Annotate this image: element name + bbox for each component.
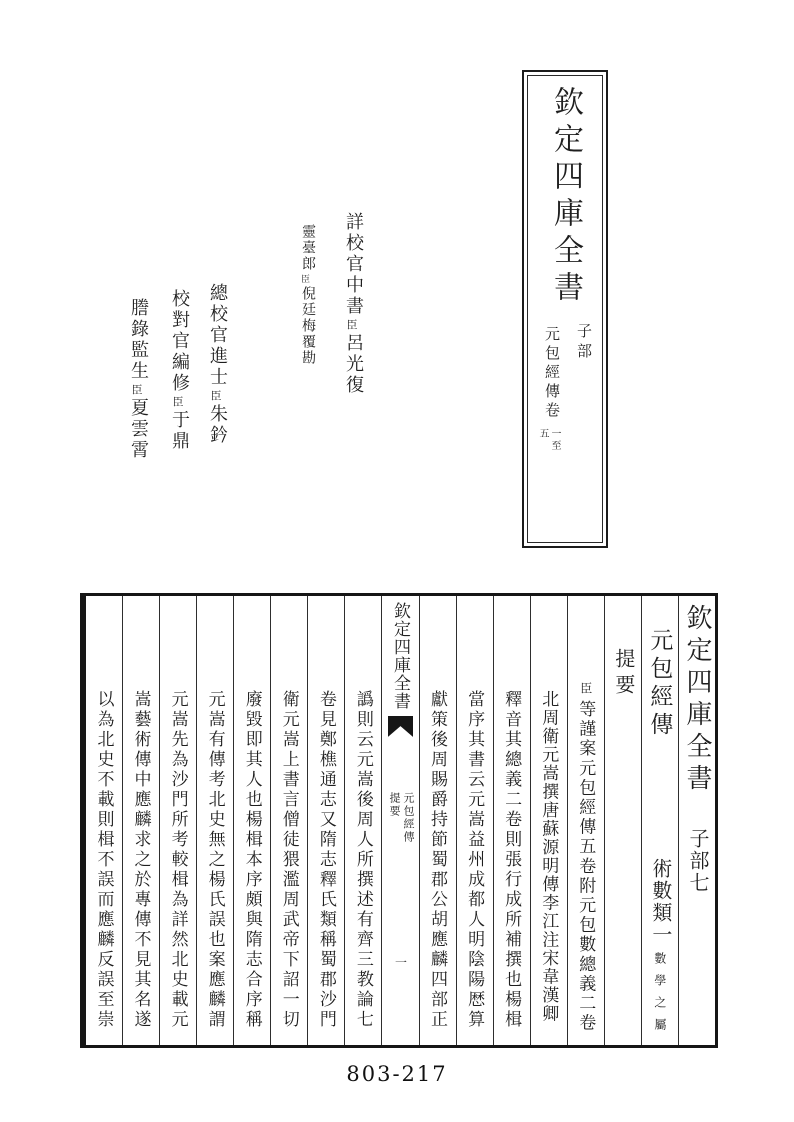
official-chief-collator [209, 283, 227, 446]
official-role: 謄錄監生 [129, 298, 149, 382]
column-header-2 [641, 596, 678, 1045]
body-column: 以為北史不載則楫不誤而應麟反誤至崇 [94, 690, 114, 1030]
chen-label: 臣 [171, 396, 183, 407]
official-role: 校對官編修 [170, 289, 190, 394]
title-strip-frame [522, 70, 608, 548]
body-column: 元嵩有傳考北史無之楊氏誤也案應麟謂 [205, 690, 225, 1030]
official-checker [171, 289, 189, 452]
volume-label: 元包經傳卷 [543, 326, 559, 421]
official-reviewer [300, 224, 314, 366]
imperial-title: 欽定四庫全書 [549, 86, 582, 308]
body-column: 卷見鄭樵通志又隋志釋氏類稱蜀郡沙門 [316, 690, 336, 1030]
body-column-left-2 [307, 596, 344, 1045]
body-column-left-8 [86, 596, 122, 1045]
banxin-column [381, 596, 418, 1045]
chen-label: 臣 [578, 682, 593, 694]
section-label: 子部 [575, 323, 591, 363]
official-note: 覆勘 [300, 334, 315, 366]
body-column: 當序其書云元嵩益州成都人明陰陽厯算 [465, 690, 485, 1030]
fishtail-mark-icon [388, 716, 413, 737]
body-column-left-6 [159, 596, 196, 1045]
body-column: 元嵩先為沙門所考較楫為詳然北史載元 [168, 690, 188, 1030]
body-column: 譌則云元嵩後周人所撰述有齊三教論七 [353, 690, 373, 1030]
page-header-title: 欽定四庫全書 [682, 604, 712, 796]
column-header-1 [678, 596, 715, 1045]
body-column-left-7 [122, 596, 159, 1045]
body-column: 北周衛元嵩撰唐蘇源明傳李江注宋韋漢卿 [539, 690, 559, 1023]
chen-label: 臣 [130, 384, 142, 395]
official-name: 于鼎 [170, 410, 190, 452]
text-page-frame [80, 593, 718, 1048]
banxin-section-label: 提要 [387, 792, 400, 818]
abstract-heading: 提要 [611, 648, 634, 700]
body-column: 衛元嵩上書言僧徒猥濫周武帝下詔一切 [279, 690, 299, 1030]
official-proofreader [345, 212, 363, 396]
classification-sub-label: 數學之屬 [652, 952, 667, 1040]
body-column-right-1 [530, 596, 567, 1045]
volume-range-right: 一至 [549, 428, 560, 452]
banxin-book-label: 元包經傳 [401, 792, 414, 844]
body-column-right-3 [456, 596, 493, 1045]
official-role: 詳校官中書 [344, 212, 364, 317]
official-name: 夏雲霄 [129, 398, 149, 461]
folio-number: 803-217 [346, 1062, 448, 1086]
chen-label: 臣 [300, 274, 310, 283]
volume-range-left: 五 [537, 428, 548, 440]
column-grid [86, 596, 715, 1045]
chen-label: 臣 [345, 319, 357, 330]
official-name: 呂光復 [344, 333, 364, 396]
column-header-3 [604, 596, 641, 1045]
body-column-right-4 [419, 596, 456, 1045]
official-name: 倪廷梅 [300, 286, 315, 334]
official-name: 朱鈐 [208, 404, 228, 446]
body-column: 獻策後周賜爵持節蜀郡公胡應麟四部正 [428, 690, 448, 1030]
body-column-left-5 [196, 596, 233, 1045]
body-column: 等謹案元包經傳五卷附元包數總義二卷 [576, 700, 596, 1034]
banxin-title: 欽定四庫全書 [390, 602, 410, 710]
official-role: 靈臺郎 [300, 224, 315, 272]
official-role: 總校官進士 [208, 283, 228, 388]
body-column-left-3 [270, 596, 307, 1045]
page-header-category: 子部七 [685, 828, 708, 894]
banxin-labels [382, 792, 418, 844]
banxin-page-number: 一 [393, 956, 408, 968]
book-title: 元包經傳 [647, 628, 673, 740]
body-column: 釋音其總義二卷則張行成所補撰也楊楫 [502, 690, 522, 1030]
classification-label: 術數類一 [648, 858, 671, 946]
body-column: 嵩藝術傳中應麟求之於專傳不見其名遂 [131, 690, 151, 1030]
volume-range [537, 428, 559, 452]
chen-label: 臣 [209, 390, 221, 401]
column-opening [567, 596, 604, 1045]
body-column-left-1 [344, 596, 381, 1045]
official-copyist [130, 298, 148, 461]
body-column-left-4 [233, 596, 270, 1045]
body-column: 廢毀即其人也楊楫本序頗與隋志合序稱 [242, 690, 262, 1030]
title-strip-inner-border [527, 75, 603, 543]
body-column-right-2 [493, 596, 530, 1045]
